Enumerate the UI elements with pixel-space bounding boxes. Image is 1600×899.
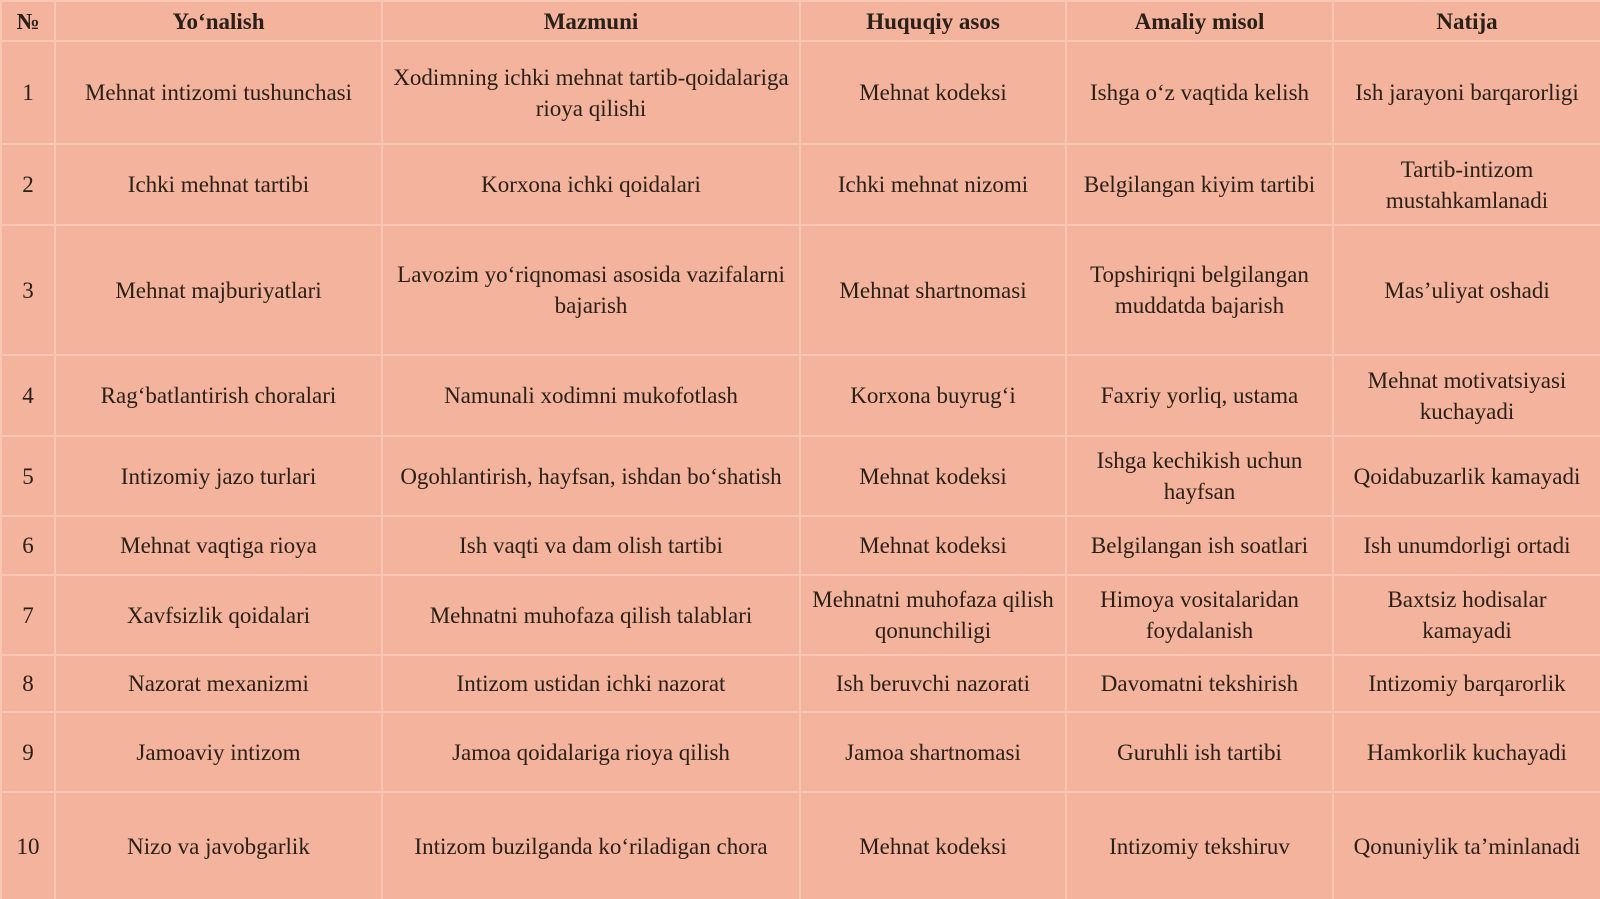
cell-practical-example: Himoya vositalaridan foydalanish bbox=[1066, 575, 1333, 655]
cell-legal-basis: Mehnat kodeksi bbox=[800, 41, 1066, 144]
cell-legal-basis: Ish beruvchi nazorati bbox=[800, 655, 1066, 712]
cell-direction: Jamoaviy intizom bbox=[55, 712, 382, 792]
cell-direction: Ichki mehnat tartibi bbox=[55, 144, 382, 225]
cell-direction: Intizomiy jazo turlari bbox=[55, 436, 382, 516]
cell-practical-example: Ishga kechikish uchun hayfsan bbox=[1066, 436, 1333, 516]
cell-number: 9 bbox=[1, 712, 55, 792]
header-content: Mazmuni bbox=[382, 1, 800, 41]
table-row bbox=[1, 225, 1600, 355]
cell-result: Qonuniylik ta’minlanadi bbox=[1333, 792, 1600, 899]
cell-result: Mas’uliyat oshadi bbox=[1333, 225, 1600, 355]
cell-legal-basis: Mehnat shartnomasi bbox=[800, 225, 1066, 355]
cell-number: 10 bbox=[1, 792, 55, 899]
header-number: № bbox=[1, 1, 55, 41]
cell-content: Intizom buzilganda ko‘riladigan chora bbox=[382, 792, 800, 899]
cell-content: Jamoa qoidalariga rioya qilish bbox=[382, 712, 800, 792]
cell-legal-basis: Mehnat kodeksi bbox=[800, 436, 1066, 516]
cell-content: Ogohlantirish, hayfsan, ishdan bo‘shatish bbox=[382, 436, 800, 516]
cell-practical-example: Intizomiy tekshiruv bbox=[1066, 792, 1333, 899]
cell-practical-example: Davomatni tekshirish bbox=[1066, 655, 1333, 712]
cell-result: Qoidabuzarlik kamayadi bbox=[1333, 436, 1600, 516]
cell-result: Mehnat motivatsiyasi kuchayadi bbox=[1333, 355, 1600, 436]
cell-practical-example: Ishga o‘z vaqtida kelish bbox=[1066, 41, 1333, 144]
table-row bbox=[1, 436, 1600, 516]
cell-result: Ish jarayoni barqarorligi bbox=[1333, 41, 1600, 144]
table-row bbox=[1, 792, 1600, 899]
cell-legal-basis: Ichki mehnat nizomi bbox=[800, 144, 1066, 225]
cell-content: Lavozim yo‘riqnomasi asosida vazifalarni bajarish bbox=[382, 225, 800, 355]
cell-number: 4 bbox=[1, 355, 55, 436]
header-legal-basis: Huquqiy asos bbox=[800, 1, 1066, 41]
header-result: Natija bbox=[1333, 1, 1600, 41]
cell-direction: Nizo va javobgarlik bbox=[55, 792, 382, 899]
header-direction: Yo‘nalish bbox=[55, 1, 382, 41]
table-row bbox=[1, 144, 1600, 225]
table-row bbox=[1, 355, 1600, 436]
cell-number: 3 bbox=[1, 225, 55, 355]
cell-number: 2 bbox=[1, 144, 55, 225]
cell-direction: Nazorat mexanizmi bbox=[55, 655, 382, 712]
table-row bbox=[1, 41, 1600, 144]
cell-result: Tartib-intizom mustahkamlanadi bbox=[1333, 144, 1600, 225]
cell-legal-basis: Korxona buyrug‘i bbox=[800, 355, 1066, 436]
cell-content: Intizom ustidan ichki nazorat bbox=[382, 655, 800, 712]
cell-direction: Mehnat vaqtiga rioya bbox=[55, 516, 382, 575]
cell-number: 1 bbox=[1, 41, 55, 144]
cell-content: Korxona ichki qoidalari bbox=[382, 144, 800, 225]
table-row bbox=[1, 655, 1600, 712]
cell-direction: Xavfsizlik qoidalari bbox=[55, 575, 382, 655]
cell-legal-basis: Mehnat kodeksi bbox=[800, 516, 1066, 575]
cell-practical-example: Belgilangan kiyim tartibi bbox=[1066, 144, 1333, 225]
cell-content: Ish vaqti va dam olish tartibi bbox=[382, 516, 800, 575]
cell-practical-example: Faxriy yorliq, ustama bbox=[1066, 355, 1333, 436]
cell-content: Xodimning ichki mehnat tartib-qoidalariga rioya qilishi bbox=[382, 41, 800, 144]
cell-practical-example: Belgilangan ish soatlari bbox=[1066, 516, 1333, 575]
cell-result: Intizomiy barqarorlik bbox=[1333, 655, 1600, 712]
cell-direction: Mehnat majburiyatlari bbox=[55, 225, 382, 355]
cell-result: Baxtsiz hodisalar kamayadi bbox=[1333, 575, 1600, 655]
cell-practical-example: Topshiriqni belgilangan muddatda bajarish bbox=[1066, 225, 1333, 355]
table-row bbox=[1, 516, 1600, 575]
header-practical-example: Amaliy misol bbox=[1066, 1, 1333, 41]
cell-direction: Rag‘batlantirish choralari bbox=[55, 355, 382, 436]
cell-practical-example: Guruhli ish tartibi bbox=[1066, 712, 1333, 792]
table-row bbox=[1, 712, 1600, 792]
table-row bbox=[1, 575, 1600, 655]
cell-content: Namunali xodimni mukofotlash bbox=[382, 355, 800, 436]
cell-direction: Mehnat intizomi tushunchasi bbox=[55, 41, 382, 144]
cell-legal-basis: Mehnat kodeksi bbox=[800, 792, 1066, 899]
cell-number: 7 bbox=[1, 575, 55, 655]
cell-content: Mehnatni muhofaza qilish talablari bbox=[382, 575, 800, 655]
cell-number: 5 bbox=[1, 436, 55, 516]
cell-legal-basis: Jamoa shartnomasi bbox=[800, 712, 1066, 792]
cell-number: 8 bbox=[1, 655, 55, 712]
cell-number: 6 bbox=[1, 516, 55, 575]
cell-result: Ish unumdorligi ortadi bbox=[1333, 516, 1600, 575]
cell-result: Hamkorlik kuchayadi bbox=[1333, 712, 1600, 792]
cell-legal-basis: Mehnatni muhofaza qilish qonunchiligi bbox=[800, 575, 1066, 655]
header-row bbox=[1, 1, 1600, 41]
